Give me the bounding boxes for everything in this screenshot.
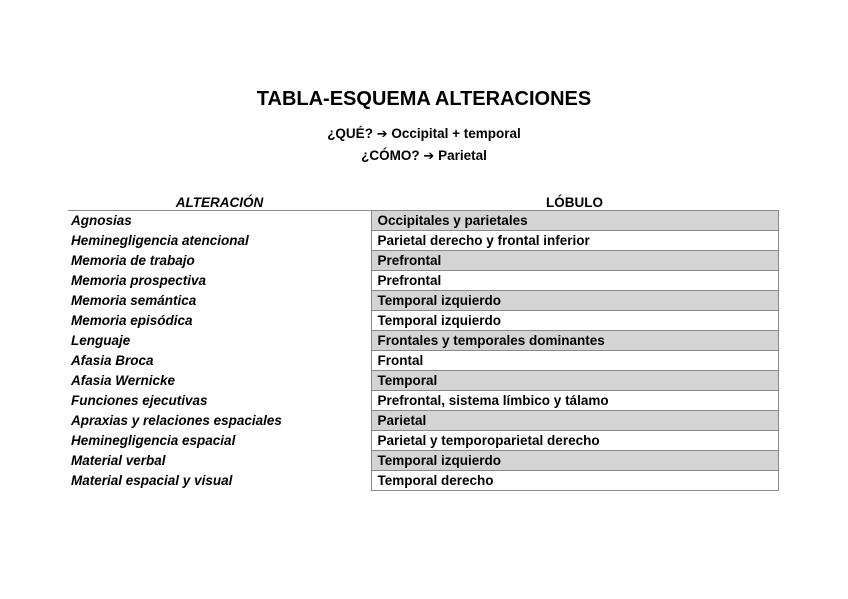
cell-alteracion: Agnosias	[71, 213, 132, 229]
table-row	[68, 411, 778, 431]
cell-alteracion: Memoria semántica	[71, 293, 197, 308]
table-body	[68, 211, 778, 491]
cell-lobulo: Prefrontal	[371, 271, 778, 291]
table-row	[68, 331, 778, 351]
header-lobulo: LÓBULO	[371, 192, 778, 211]
cell-alteracion: Material verbal	[71, 453, 166, 468]
table-row	[68, 471, 778, 491]
table-row	[68, 351, 778, 371]
table-row	[68, 371, 778, 391]
cell-lobulo: Temporal izquierdo	[371, 451, 778, 471]
cell-alteracion: Afasia Wernicke	[71, 373, 176, 388]
table-row	[68, 431, 778, 451]
table-row	[68, 311, 778, 331]
table-row	[68, 451, 778, 471]
cell-alteracion: Heminegligencia atencional	[71, 233, 249, 248]
cell-alteracion: Heminegligencia espacial	[71, 433, 236, 448]
table-row	[68, 391, 778, 411]
cell-lobulo: Parietal y temporoparietal derecho	[371, 431, 778, 451]
cell-alteracion: Material espacial y visual	[71, 473, 233, 488]
subtitle-que-label: ¿QUÉ?	[327, 126, 373, 141]
cell-alteracion: Apraxias y relaciones espaciales	[71, 413, 282, 428]
cell-alteracion: Afasia Broca	[71, 353, 154, 368]
header-alteracion: ALTERACIÓN	[68, 192, 371, 211]
cell-lobulo: Temporal	[371, 371, 778, 391]
subtitle-line-que	[0, 126, 848, 142]
cell-lobulo: Parietal derecho y frontal inferior	[371, 231, 778, 251]
table-row	[68, 291, 778, 311]
cell-alteracion: Funciones ejecutivas	[71, 393, 208, 408]
table-header-row	[68, 192, 778, 211]
subtitle-line-como	[0, 148, 848, 164]
subtitle-como-label: ¿CÓMO?	[361, 148, 420, 163]
cell-lobulo: Temporal izquierdo	[371, 311, 778, 331]
cell-alteracion: Lenguaje	[71, 333, 131, 348]
table-row	[68, 251, 778, 271]
cell-lobulo: Frontales y temporales dominantes	[371, 331, 778, 351]
subtitle-como-value: Parietal	[438, 148, 487, 163]
table-row	[68, 271, 778, 291]
cell-alteracion: Memoria prospectiva	[71, 273, 207, 288]
cell-lobulo: Temporal derecho	[371, 471, 778, 491]
arrow-right-icon: ➔	[423, 149, 435, 164]
arrow-right-icon: ➔	[376, 127, 388, 142]
alteraciones-table-container	[68, 192, 778, 491]
cell-lobulo: Parietal	[371, 411, 778, 431]
alteraciones-table	[68, 192, 779, 491]
subtitle-que-value: Occipital + temporal	[391, 126, 521, 141]
page-title: TABLA-ESQUEMA ALTERACIONES	[256, 88, 592, 110]
cell-lobulo: Temporal izquierdo	[371, 291, 778, 311]
cell-alteracion: Memoria episódica	[71, 313, 193, 328]
cell-lobulo: Occipitales y parietales	[371, 211, 778, 231]
cell-lobulo: Frontal	[371, 351, 778, 371]
table-row	[68, 231, 778, 251]
table-row	[68, 211, 778, 231]
cell-lobulo: Prefrontal, sistema límbico y tálamo	[371, 391, 778, 411]
cell-lobulo: Prefrontal	[371, 251, 778, 271]
cell-alteracion: Memoria de trabajo	[71, 253, 195, 268]
